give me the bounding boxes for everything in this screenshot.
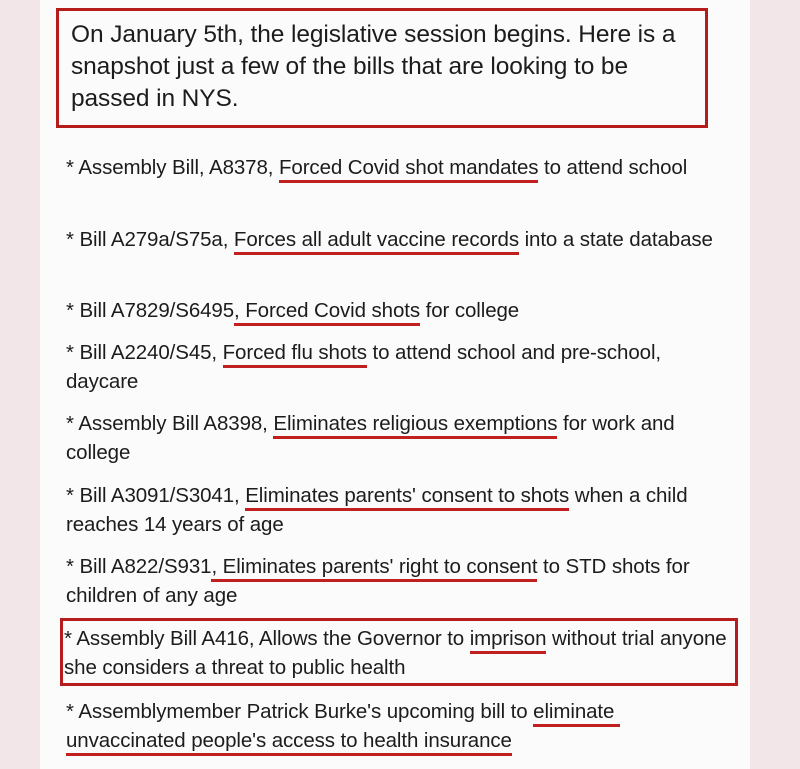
bill-text: * Bill A2240/S45, xyxy=(66,341,223,364)
bill-text: to attend school xyxy=(538,156,688,179)
bill-text: * Assembly Bill A8398, xyxy=(66,412,274,435)
bill-item xyxy=(66,225,738,254)
bill-text: into a state database xyxy=(518,228,713,251)
bill-item xyxy=(66,552,738,610)
intro-box xyxy=(56,8,708,128)
bill-item xyxy=(66,296,738,325)
bill-text: * Assemblymember Patrick Burke's upcoming bill to xyxy=(66,700,534,723)
bill-text: for work and college xyxy=(66,412,681,464)
bill-text: * Assembly Bill, A8378, xyxy=(66,156,279,179)
bill-item xyxy=(66,697,738,755)
bill-text: * Bill A3091/S3041, xyxy=(66,484,246,507)
bill-underlined-text: Forced flu shots xyxy=(223,341,367,368)
bill-text: for college xyxy=(420,299,520,322)
bill-text: * Bill A279a/S75a, xyxy=(66,228,234,251)
bill-item xyxy=(66,409,738,467)
bill-item xyxy=(66,338,738,396)
bill-underlined-text: Eliminates religious exemptions xyxy=(273,412,557,439)
bill-text: * Assembly Bill A416, Allows the Governor to xyxy=(64,627,470,650)
document-page xyxy=(40,0,750,769)
bill-text: * Bill A7829/S6495 xyxy=(66,299,235,322)
bill-text: to attend school and pre-school, daycare xyxy=(66,341,667,393)
bill-underlined-text: Forced Covid shot mandates xyxy=(279,156,538,183)
bill-underlined-text: eliminate unvaccinated people's access to health insurance xyxy=(66,700,620,756)
bill-item xyxy=(66,153,738,182)
intro-text: On January 5th, the legislative session begins. Here is a snapshot just a few of the bills that are looking to be passed in NYS. xyxy=(71,21,676,112)
bill-underlined-text: Forces all adult vaccine records xyxy=(234,228,519,255)
bill-text: when a child reaches 14 years of age xyxy=(66,484,694,536)
bill-underlined-text: Eliminates parents' consent to shots xyxy=(245,484,569,511)
bill-text: without trial anyone she considers a threat to public health xyxy=(64,627,733,679)
bill-text: * Bill A822/S931 xyxy=(66,555,212,578)
bill-item xyxy=(64,624,736,682)
bill-underlined-text: imprison xyxy=(470,627,547,654)
bill-underlined-text: , Forced Covid shots xyxy=(234,299,420,326)
bill-item xyxy=(66,481,738,539)
bill-text: to STD shots for children of any age xyxy=(66,555,696,607)
bill-underlined-text: , Eliminates parents' right to consent xyxy=(211,555,537,582)
